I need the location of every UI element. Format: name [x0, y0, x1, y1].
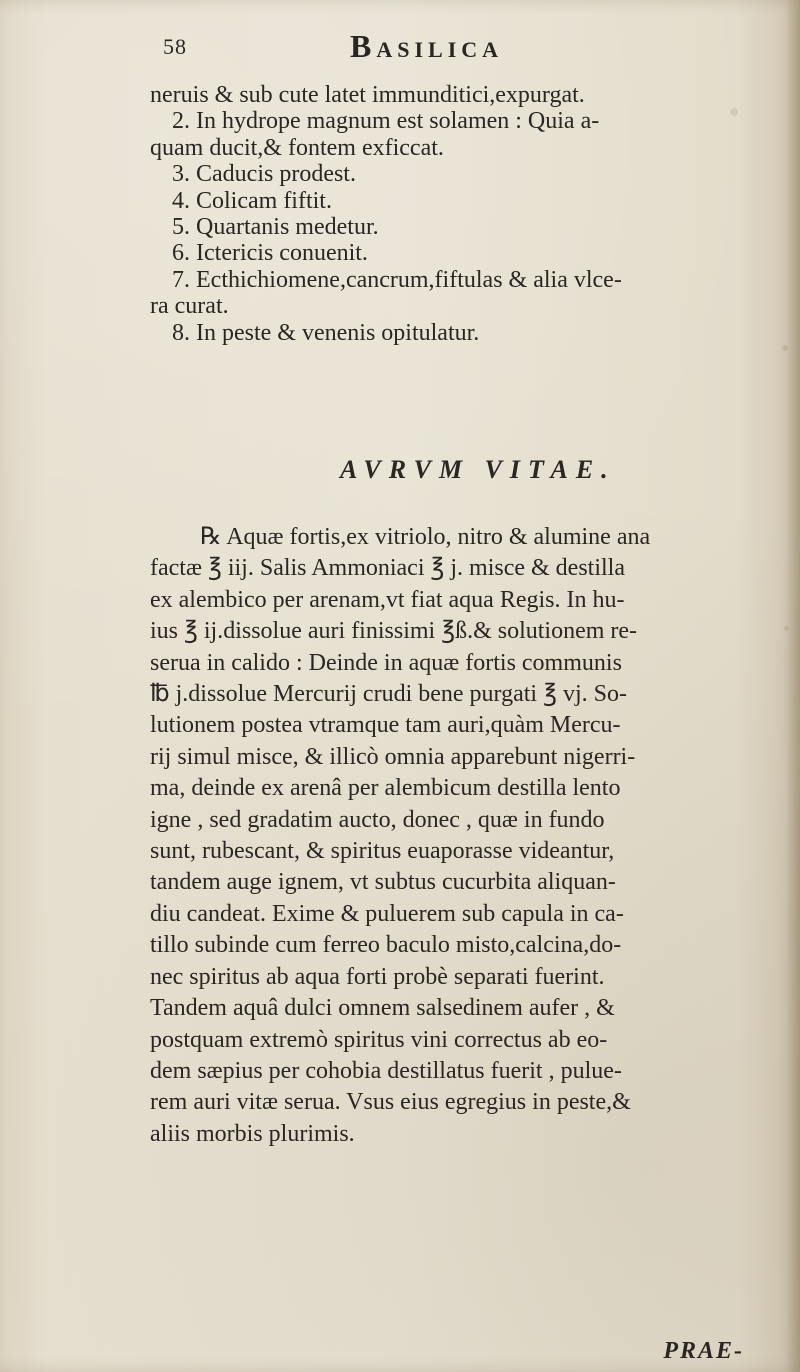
page-header [145, 24, 765, 64]
paper-spot [730, 108, 738, 116]
catchword: PRAE- [663, 1338, 744, 1364]
text-line: 8. In peste & venenis opitulatur. [172, 319, 480, 346]
page-number: 58 [163, 34, 187, 59]
text-line: 7. Ecthichiomene,cancrum,fiftulas & alia vlce- [172, 266, 622, 293]
text-line: quam ducit,& fontem exficcat. [150, 134, 444, 161]
recipe-line: ℔ j.dissolue Mercurij crudi bene purgati ℥ vj. So- [150, 681, 627, 708]
recipe-line: ex alembico per arenam,vt fiat aqua Regis. In hu- [150, 586, 625, 613]
recipe-line: rij simul misce, & illicò omnia apparebunt nigerri- [150, 743, 636, 770]
recipe-line: serua in calido : Deinde in aquæ fortis communis [150, 649, 622, 676]
page-edge-shadow [786, 0, 800, 1372]
text-line: neruis & sub cute latet immunditici,expurgat. [150, 82, 585, 108]
recipe-line: postquam extremò spiritus vini correctus ab eo- [150, 1026, 608, 1053]
text-line: 4. Colicam fiftit. [172, 187, 332, 214]
recipe-line: lutionem postea vtramque tam auri,quàm Mercu- [150, 712, 621, 739]
opening-text-block [150, 82, 768, 346]
recipe-line: aliis morbis plurimis. [150, 1120, 355, 1147]
recipe-line: factæ ℥ iij. Salis Ammoniaci ℥ j. misce & destilla [150, 555, 625, 582]
recipe-line: rem auri vitæ serua. Vsus eius egregius in peste,& [150, 1089, 631, 1116]
running-title: Basilica [350, 28, 504, 64]
recipe-line: dem sæpius per cohobia destillatus fuerit , pulue- [150, 1057, 622, 1084]
text-line: 5. Quartanis medetur. [172, 214, 379, 241]
text-line: 3. Caducis prodest. [172, 161, 356, 188]
recipe-line: ius ℥ ij.dissolue auri finissimi ℥ß.& solutionem re- [150, 618, 638, 645]
recipe-line: sunt, rubescant, & spiritus euaporasse videantur, [150, 838, 615, 865]
recipe-line: igne , sed gradatim aucto, donec , quæ in fundo [150, 806, 605, 833]
recipe-line: diu candeat. Exime & puluerem sub capula in ca- [150, 900, 624, 927]
paper-spot [784, 626, 789, 631]
recipe-text-block [150, 522, 768, 1150]
recipe-line: nec spiritus ab aqua forti probè separati fuerint. [150, 963, 605, 990]
paper-spot [782, 345, 788, 351]
recipe-line: Tandem aquâ dulci omnem salsedinem aufer , & [150, 995, 615, 1022]
recipe-line: tillo subinde cum ferreo baculo misto,calcina,do- [150, 932, 622, 959]
recipe-line: ma, deinde ex arenâ per alembicum destilla lento [150, 775, 621, 802]
recipe-line: tandem auge ignem, vt subtus cucurbita aliquan- [150, 869, 616, 896]
text-line: 6. Ictericis conuenit. [172, 240, 368, 267]
section-title: AVRVM VITAE. [340, 455, 616, 484]
recipe-line: ℞ Aquæ fortis,ex vitriolo, nitro & alumine ana [200, 524, 651, 550]
text-line: ra curat. [150, 293, 229, 320]
text-line: 2. In hydrope magnum est solamen : Quia a- [172, 108, 600, 135]
